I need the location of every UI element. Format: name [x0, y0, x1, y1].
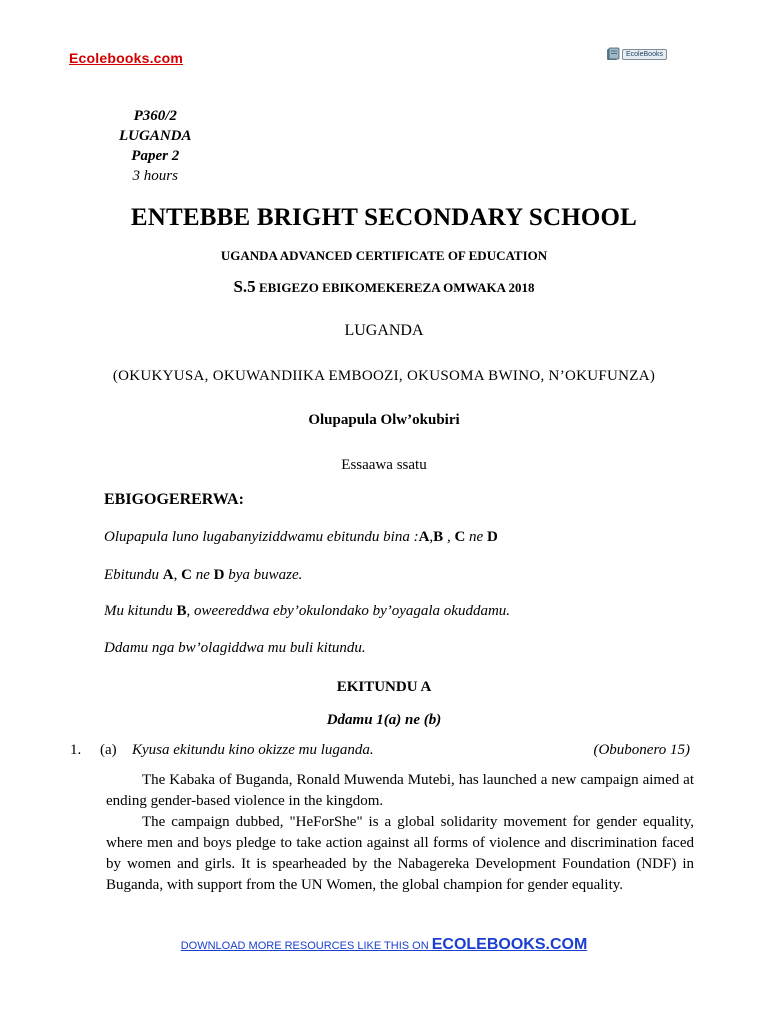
- ecolebooks-header-link[interactable]: Ecolebooks.com: [69, 50, 184, 66]
- instruction-text: ne: [469, 529, 484, 545]
- school-name: ENTEBBE BRIGHT SECONDARY SCHOOL: [130, 204, 638, 231]
- time-allowed: Essaawa ssatu: [341, 457, 427, 473]
- subject-title: LUGANDA: [344, 322, 424, 339]
- footer-download-link[interactable]: [0, 936, 768, 954]
- passage-paragraph: The campaign dubbed, "HeForShe" is a global solidarity movement for gender equality, where men and boys pledge to take action against all forms of violence and discrimination faced by women and girls. It is spearheaded by the Nabagereka Development Foundation (NDF) in Buganda, with support from the UN Women, the global champion for gender equality.: [106, 814, 694, 893]
- book-icon: [606, 47, 620, 61]
- section-letter: B: [176, 603, 187, 619]
- section-subheading: Ddamu 1(a) ne (b): [326, 712, 442, 728]
- instruction-line-3: [104, 603, 510, 620]
- instruction-line-4: Ddamu nga bw’olagiddwa mu buli kitundu.: [104, 640, 366, 656]
- footer-link-prefix[interactable]: DOWNLOAD MORE RESOURCES LIKE THIS ON: [180, 940, 432, 952]
- instruction-text: ne: [195, 567, 210, 583]
- instructions-heading: EBIGOGERERWA:: [104, 491, 244, 508]
- instruction-text: bya buwaze.: [224, 567, 303, 583]
- question-part: (a): [100, 742, 117, 758]
- certificate-title: UGANDA ADVANCED CERTIFICATE OF EDUCATION: [220, 248, 548, 263]
- ecolebooks-logo: [606, 47, 667, 61]
- instruction-text: Mu kitundu: [104, 603, 177, 619]
- section-letter: B: [433, 529, 444, 545]
- exam-title: [0, 277, 768, 297]
- paper-subject: LUGANDA: [119, 128, 192, 144]
- paper-code: P360/2: [133, 108, 177, 124]
- instruction-text: , oweereddwa eby’okulondako by’oyagala okuddamu.: [186, 603, 511, 619]
- section-letter: C: [181, 567, 192, 583]
- skills-line: (OKUKYUSA, OKUWANDIIKA EMBOOZI, OKUSOMA BWINO, N’OKUFUNZA): [112, 368, 656, 384]
- footer-link-site[interactable]: ECOLEBOOKS.COM: [431, 936, 588, 953]
- passage-paragraph: The Kabaka of Buganda, Ronald Muwenda Mutebi, has launched a new campaign aimed at ending gender-based violence in the kingdom.: [106, 772, 694, 809]
- instruction-text: Ebitundu: [104, 567, 163, 583]
- class-label: S.5: [233, 277, 256, 296]
- instruction-line-2: Ebitundu A, C ne D bya buwaze.: [104, 567, 303, 583]
- logo-text: EcoleBooks: [622, 49, 667, 60]
- paper-code-block: [119, 106, 192, 186]
- section-letter: D: [213, 567, 225, 583]
- translation-passage: [106, 770, 694, 896]
- section-letter: A: [418, 529, 430, 545]
- paper-number: Paper 2: [131, 148, 180, 164]
- paper-duration: 3 hours: [132, 168, 178, 184]
- question-text: Kyusa ekitundu kino okizze mu luganda.: [132, 742, 374, 758]
- question-marks: (Obubonero 15): [593, 742, 690, 758]
- paper-name: Olupapula Olw’okubiri: [308, 412, 460, 428]
- section-letter: C: [454, 529, 466, 545]
- question-number: 1.: [70, 742, 82, 758]
- section-letter: D: [486, 529, 498, 545]
- instruction-text: Olupapula luno lugabanyiziddwamu ebitundu bina :: [104, 529, 419, 545]
- exam-name: EBIGEZO EBIKOMEKEREZA OMWAKA 2018: [258, 280, 535, 295]
- section-heading: EKITUNDU A: [336, 679, 432, 695]
- section-letter: A: [162, 567, 174, 583]
- instruction-line-1: Olupapula luno lugabanyiziddwamu ebitundu bina :A,B , C ne D: [104, 529, 498, 545]
